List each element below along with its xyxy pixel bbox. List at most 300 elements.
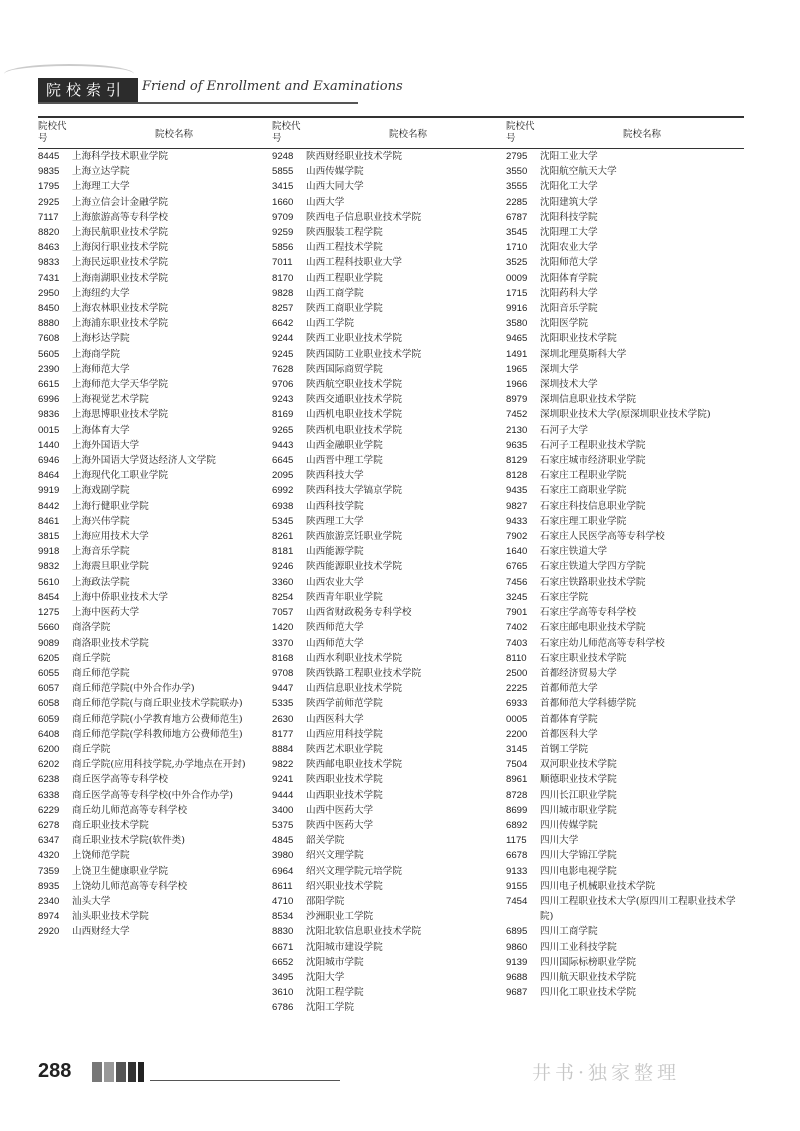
index-row xyxy=(506,727,744,742)
school-name: 四川工程职业技术大学(原四川工程职业技术学院) xyxy=(540,895,736,923)
index-row xyxy=(38,514,276,529)
school-code: 9918 xyxy=(38,546,60,558)
watermark-text: 井书·独家整理 xyxy=(532,1062,681,1084)
school-code: 2795 xyxy=(506,151,528,162)
index-row xyxy=(506,788,744,803)
school-name: 沙洲职业工学院 xyxy=(306,911,374,923)
index-row xyxy=(38,620,276,635)
index-row xyxy=(506,940,744,955)
school-code: 6645 xyxy=(272,455,294,467)
index-row xyxy=(272,316,510,331)
index-row xyxy=(272,559,510,574)
index-row xyxy=(272,940,510,955)
index-row xyxy=(272,286,510,301)
school-code: 9832 xyxy=(38,561,60,573)
index-row xyxy=(38,894,276,909)
index-row xyxy=(506,970,744,985)
school-code: 8454 xyxy=(38,591,60,603)
school-name: 陕西科技大学 xyxy=(306,470,364,482)
index-row xyxy=(38,468,276,483)
index-row xyxy=(272,757,510,772)
school-code: 1715 xyxy=(506,287,528,299)
index-row xyxy=(38,803,276,818)
school-name: 上海应用技术大学 xyxy=(72,531,149,543)
school-name: 山西工程科技职业大学 xyxy=(306,257,402,269)
school-name: 商丘师范学院(与商丘职业技术学院联办) xyxy=(72,698,243,710)
school-name: 首都医科大学 xyxy=(540,728,598,740)
school-code: 2630 xyxy=(272,713,294,725)
index-row xyxy=(506,590,744,605)
school-name: 商丘学院 xyxy=(72,652,111,664)
school-code: 3415 xyxy=(272,181,294,193)
school-name: 沈阳建筑大学 xyxy=(540,196,598,208)
school-name: 山西能源学院 xyxy=(306,546,364,558)
school-name: 陕西铁路工程职业技术学院 xyxy=(306,667,422,679)
school-code: 1710 xyxy=(506,242,528,254)
school-name: 沈阳体育学院 xyxy=(540,272,598,284)
school-code: 7608 xyxy=(38,333,60,345)
school-code: 2340 xyxy=(38,895,60,907)
school-name: 上海体育大学 xyxy=(72,424,130,436)
column-header xyxy=(38,116,276,149)
index-row xyxy=(38,392,276,407)
school-name: 山西金融职业学院 xyxy=(306,439,383,451)
school-name: 石家庄理工职业学院 xyxy=(540,515,627,527)
school-code: 9245 xyxy=(272,348,294,360)
school-name: 山西农业大学 xyxy=(306,576,364,588)
school-code: 8168 xyxy=(272,652,294,664)
school-code: 6895 xyxy=(506,926,528,938)
index-row xyxy=(506,347,744,362)
school-name: 上饶幼儿师范高等专科学校 xyxy=(72,880,188,892)
school-name: 陕西航空职业技术学院 xyxy=(306,379,402,391)
school-code: 6200 xyxy=(38,743,60,755)
school-name: 沈阳工学院 xyxy=(306,1002,354,1014)
school-name: 石河子工程职业技术学院 xyxy=(540,439,646,451)
index-row xyxy=(272,985,510,1000)
school-name: 四川电子机械职业技术学院 xyxy=(540,880,656,892)
index-row xyxy=(272,833,510,848)
index-row xyxy=(272,468,510,483)
index-row xyxy=(506,803,744,818)
school-name: 山西水利职业技术学院 xyxy=(306,652,402,664)
school-name: 四川工业科技学院 xyxy=(540,941,617,953)
school-code: 8534 xyxy=(272,911,294,923)
index-row xyxy=(38,149,276,164)
index-row xyxy=(506,544,744,559)
school-name: 上海兴伟学院 xyxy=(72,515,130,527)
school-code: 6057 xyxy=(38,683,60,695)
school-code: 8169 xyxy=(272,409,294,421)
school-code: 6202 xyxy=(38,759,60,771)
school-code: 6678 xyxy=(506,850,528,862)
school-code: 9688 xyxy=(506,971,528,983)
header-subtitle: Friend of Enrollment and Examinations xyxy=(142,79,403,94)
index-row xyxy=(506,179,744,194)
school-code: 5335 xyxy=(272,698,294,710)
index-row xyxy=(272,210,510,225)
school-name: 陕西交通职业技术学院 xyxy=(306,394,402,406)
school-code: 2925 xyxy=(38,196,60,208)
index-row xyxy=(272,529,510,544)
school-code: 5856 xyxy=(272,242,294,254)
school-name: 沈阳工业大学 xyxy=(540,151,598,162)
index-row xyxy=(272,438,510,453)
school-code: 7901 xyxy=(506,607,528,619)
school-name: 山西工程职业学院 xyxy=(306,272,383,284)
index-row xyxy=(38,666,276,681)
school-name: 沈阳农业大学 xyxy=(540,242,598,254)
school-code: 5605 xyxy=(38,348,60,360)
code-column-label: 院校代号 xyxy=(506,121,535,144)
school-name: 山西医科大学 xyxy=(306,713,364,725)
school-code: 7452 xyxy=(506,409,528,421)
school-name: 上海南湖职业技术学院 xyxy=(72,272,168,284)
column-header xyxy=(506,116,744,149)
school-code: 7456 xyxy=(506,576,528,588)
school-code: 1966 xyxy=(506,379,528,391)
index-row xyxy=(506,696,744,711)
school-code: 6652 xyxy=(272,956,294,968)
school-name: 上海纽约大学 xyxy=(72,287,130,299)
index-row xyxy=(506,331,744,346)
index-row xyxy=(38,331,276,346)
index-row xyxy=(272,620,510,635)
school-code: 3145 xyxy=(506,743,528,755)
school-code: 5855 xyxy=(272,166,294,178)
school-code: 6338 xyxy=(38,789,60,801)
index-row xyxy=(506,149,744,164)
index-row xyxy=(506,757,744,772)
school-name: 沈阳药科大学 xyxy=(540,287,598,299)
school-name: 商丘幼儿师范高等专科学校 xyxy=(72,804,188,816)
school-code: 8464 xyxy=(38,470,60,482)
index-row xyxy=(272,864,510,879)
school-name: 山西机电职业技术学院 xyxy=(306,409,402,421)
school-name: 上海民远职业技术学院 xyxy=(72,257,168,269)
school-code: 2225 xyxy=(506,683,528,695)
school-code: 9133 xyxy=(506,865,528,877)
school-name: 商丘职业技术学院(软件类) xyxy=(72,835,186,847)
school-code: 2920 xyxy=(38,926,60,938)
index-row xyxy=(272,164,510,179)
school-name: 商洛职业技术学院 xyxy=(72,637,149,649)
index-row xyxy=(272,879,510,894)
school-name: 上海现代化工职业学院 xyxy=(72,470,168,482)
school-name: 首都体育学院 xyxy=(540,713,598,725)
index-row xyxy=(506,164,744,179)
index-row xyxy=(38,559,276,574)
school-name: 山西省财政税务专科学校 xyxy=(306,607,412,619)
school-code: 6347 xyxy=(38,835,60,847)
school-name: 沈阳工程学院 xyxy=(306,987,364,999)
index-row xyxy=(38,347,276,362)
school-code: 1491 xyxy=(506,348,528,360)
school-name: 四川工商学院 xyxy=(540,926,598,938)
school-code: 7057 xyxy=(272,607,294,619)
school-name: 陕西邮电职业技术学院 xyxy=(306,759,402,771)
school-code: 8181 xyxy=(272,546,294,558)
school-code: 7359 xyxy=(38,865,60,877)
code-column-label: 院校代号 xyxy=(272,121,301,144)
index-row xyxy=(272,331,510,346)
index-row xyxy=(272,499,510,514)
index-row xyxy=(38,453,276,468)
school-code: 7504 xyxy=(506,759,528,771)
index-row xyxy=(38,696,276,711)
school-code: 9860 xyxy=(506,941,528,953)
index-row xyxy=(38,772,276,787)
school-code: 6964 xyxy=(272,865,294,877)
school-name: 商丘师范学院(小学教育地方公费师范生) xyxy=(72,713,243,725)
index-row xyxy=(38,316,276,331)
school-name: 陕西财经职业技术学院 xyxy=(306,151,402,162)
page-header xyxy=(0,60,800,110)
index-row xyxy=(272,347,510,362)
index-row xyxy=(38,164,276,179)
index-row xyxy=(38,423,276,438)
index-row xyxy=(38,742,276,757)
school-name: 绍兴文理学院元培学院 xyxy=(306,865,402,877)
school-code: 9836 xyxy=(38,409,60,421)
school-name: 深圳职业技术大学(原深圳职业技术学院) xyxy=(540,409,711,421)
index-row xyxy=(506,833,744,848)
school-name: 商丘医学高等专科学校(中外合作办学) xyxy=(72,789,233,801)
index-row xyxy=(38,818,276,833)
school-name: 石家庄人民医学高等专科学校 xyxy=(540,531,665,543)
index-row xyxy=(506,955,744,970)
school-name: 沈阳师范大学 xyxy=(540,257,598,269)
index-row xyxy=(506,924,744,939)
index-row xyxy=(272,225,510,240)
school-code: 9822 xyxy=(272,759,294,771)
school-code: 6642 xyxy=(272,318,294,330)
school-name: 四川大学 xyxy=(540,835,579,847)
name-column-label: 院校名称 xyxy=(622,129,661,140)
index-row xyxy=(506,316,744,331)
index-row xyxy=(506,620,744,635)
school-name: 上海政法学院 xyxy=(72,576,130,588)
index-row xyxy=(38,712,276,727)
school-name: 四川航天职业技术学院 xyxy=(540,971,636,983)
index-row xyxy=(38,286,276,301)
school-code: 6238 xyxy=(38,774,60,786)
school-name: 绍兴文理学院 xyxy=(306,850,364,862)
school-name: 上海旅游高等专科学校 xyxy=(72,211,168,223)
school-code: 8974 xyxy=(38,911,60,923)
school-name: 沈阳医学院 xyxy=(540,318,588,330)
school-code: 9709 xyxy=(272,211,294,223)
school-name: 陕西旅游烹饪职业学院 xyxy=(306,531,402,543)
school-name: 上饶师范学院 xyxy=(72,850,130,862)
index-row xyxy=(272,605,510,620)
index-row xyxy=(272,772,510,787)
school-code: 0009 xyxy=(506,272,528,284)
index-row xyxy=(38,575,276,590)
school-name: 邵阳学院 xyxy=(306,895,345,907)
school-code: 5375 xyxy=(272,819,294,831)
index-row xyxy=(506,772,744,787)
school-name: 陕西工商职业学院 xyxy=(306,303,383,315)
index-row xyxy=(272,179,510,194)
school-code: 6892 xyxy=(506,819,528,831)
school-code: 2200 xyxy=(506,728,528,740)
index-row xyxy=(38,225,276,240)
school-name: 韶关学院 xyxy=(306,835,345,847)
index-row xyxy=(272,818,510,833)
school-name: 四川大学锦江学院 xyxy=(540,850,617,862)
school-name: 首钢工学院 xyxy=(540,743,588,755)
index-row xyxy=(38,788,276,803)
index-row xyxy=(38,362,276,377)
header-rule xyxy=(38,102,358,104)
index-row xyxy=(506,575,744,590)
school-code: 9139 xyxy=(506,956,528,968)
index-row xyxy=(272,255,510,270)
school-name: 沈阳理工大学 xyxy=(540,227,598,239)
school-code: 4845 xyxy=(272,835,294,847)
index-row xyxy=(272,803,510,818)
school-name: 上海震旦职业学院 xyxy=(72,561,149,573)
school-name: 石家庄铁道大学 xyxy=(540,546,608,558)
index-row xyxy=(38,240,276,255)
index-row xyxy=(506,651,744,666)
school-code: 7902 xyxy=(506,531,528,543)
school-code: 1640 xyxy=(506,546,528,558)
school-code: 6229 xyxy=(38,804,60,816)
school-name: 上海中侨职业技术大学 xyxy=(72,591,168,603)
index-row xyxy=(272,362,510,377)
index-row xyxy=(272,909,510,924)
index-row xyxy=(272,149,510,164)
school-code: 8261 xyxy=(272,531,294,543)
school-code: 1175 xyxy=(506,835,527,847)
index-row xyxy=(38,271,276,286)
school-code: 9916 xyxy=(506,303,528,315)
school-code: 9827 xyxy=(506,500,528,512)
school-code: 1660 xyxy=(272,196,294,208)
index-row xyxy=(272,301,510,316)
school-name: 山西工程技术学院 xyxy=(306,242,383,254)
school-name: 山西大同大学 xyxy=(306,181,364,193)
school-name: 陕西国防工业职业技术学院 xyxy=(306,348,422,360)
column-rows xyxy=(38,149,276,940)
footer-rule xyxy=(150,1080,340,1081)
school-code: 1965 xyxy=(506,363,528,375)
school-name: 首都师范大学科德学院 xyxy=(540,698,636,710)
school-name: 上海外国语大学 xyxy=(72,439,140,451)
index-row xyxy=(38,848,276,863)
index-row xyxy=(38,255,276,270)
school-name: 山西应用科技学院 xyxy=(306,728,383,740)
index-row xyxy=(38,590,276,605)
school-name: 上海师范大学天华学院 xyxy=(72,379,168,391)
school-code: 2285 xyxy=(506,196,528,208)
school-code: 6671 xyxy=(272,941,294,953)
school-code: 9447 xyxy=(272,683,294,695)
school-code: 6278 xyxy=(38,819,60,831)
index-row xyxy=(272,788,510,803)
school-code: 0005 xyxy=(506,713,528,725)
school-code: 6996 xyxy=(38,394,60,406)
school-code: 6786 xyxy=(272,1002,294,1014)
school-name: 商丘师范学院(学科教师地方公费师范生) xyxy=(72,728,243,740)
school-code: 3495 xyxy=(272,971,294,983)
index-row xyxy=(506,362,744,377)
school-code: 9444 xyxy=(272,789,294,801)
name-column-label: 院校名称 xyxy=(154,129,193,140)
school-code: 8450 xyxy=(38,303,60,315)
school-name: 石家庄学院 xyxy=(540,591,588,603)
school-code: 9828 xyxy=(272,287,294,299)
index-row xyxy=(38,483,276,498)
school-code: 6938 xyxy=(272,500,294,512)
school-name: 陕西职业技术学院 xyxy=(306,774,383,786)
school-name: 上海音乐学院 xyxy=(72,546,130,558)
school-name: 山西工商学院 xyxy=(306,287,364,299)
school-code: 8461 xyxy=(38,515,60,527)
school-name: 深圳大学 xyxy=(540,363,579,375)
index-row xyxy=(506,195,744,210)
school-code: 7431 xyxy=(38,272,60,284)
school-code: 8979 xyxy=(506,394,528,406)
index-row xyxy=(38,909,276,924)
school-code: 9155 xyxy=(506,880,528,892)
index-row xyxy=(272,575,510,590)
school-code: 5660 xyxy=(38,622,60,634)
school-name: 山西师范大学 xyxy=(306,637,364,649)
index-row xyxy=(506,879,744,894)
school-name: 上海师范大学 xyxy=(72,363,130,375)
school-name: 上海立信会计金融学院 xyxy=(72,196,168,208)
index-row xyxy=(38,529,276,544)
school-name: 商丘学院(应用科技学院,办学地点在开封) xyxy=(72,759,246,771)
school-name: 深圳北理莫斯科大学 xyxy=(540,348,627,360)
school-name: 商丘师范学院 xyxy=(72,667,130,679)
index-row xyxy=(272,666,510,681)
school-name: 山西大学 xyxy=(306,196,345,208)
school-code: 3580 xyxy=(506,318,528,330)
school-code: 8820 xyxy=(38,227,60,239)
index-row xyxy=(272,483,510,498)
school-name: 上海行健职业学院 xyxy=(72,500,149,512)
school-name: 上海视觉艺术学院 xyxy=(72,394,149,406)
school-name: 陕西国际商贸学院 xyxy=(306,363,383,375)
school-code: 8935 xyxy=(38,880,60,892)
school-name: 上海思博职业技术学院 xyxy=(72,409,168,421)
school-code: 9919 xyxy=(38,485,60,497)
school-code: 9835 xyxy=(38,166,60,178)
school-code: 2390 xyxy=(38,363,60,375)
index-row xyxy=(38,636,276,651)
index-row xyxy=(272,514,510,529)
school-name: 沈阳音乐学院 xyxy=(540,303,598,315)
index-row xyxy=(38,879,276,894)
index-row xyxy=(38,924,276,939)
index-column-1 xyxy=(38,116,276,940)
school-code: 3525 xyxy=(506,257,528,269)
index-row xyxy=(272,377,510,392)
school-name: 石家庄科技信息职业学院 xyxy=(540,500,646,512)
school-code: 9443 xyxy=(272,439,294,451)
index-row xyxy=(506,240,744,255)
school-name: 沈阳航空航天大学 xyxy=(540,166,617,178)
school-code: 8445 xyxy=(38,151,60,162)
school-code: 8880 xyxy=(38,318,60,330)
index-column-3 xyxy=(506,116,744,1000)
index-row xyxy=(272,240,510,255)
index-row xyxy=(272,392,510,407)
